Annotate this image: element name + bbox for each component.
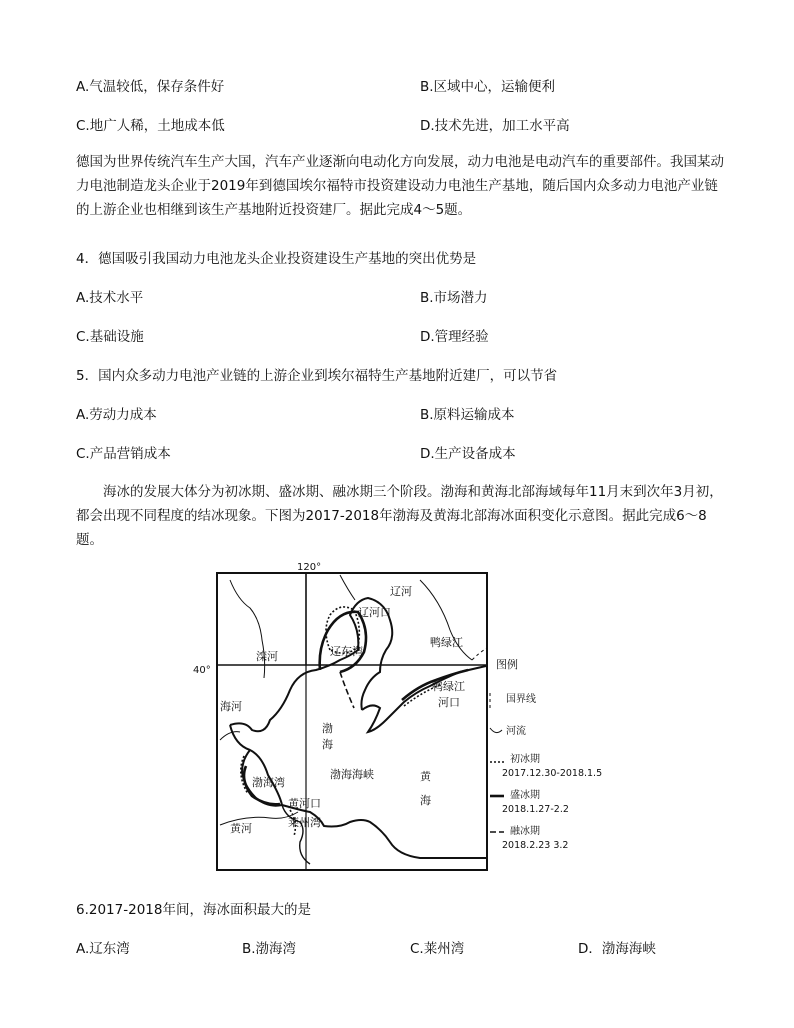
legend-title: 图例 <box>496 658 518 671</box>
label-liaohekou: 辽河口 <box>358 606 391 619</box>
q4-stem: 4．德国吸引我国动力电池龙头企业投资建设生产基地的突出优势是 <box>76 251 477 267</box>
q3-option-d: D.技术先进，加工水平高 <box>420 118 570 134</box>
label-huanghe: 黄河 <box>230 822 252 835</box>
river-liaohe <box>340 575 355 600</box>
label-bohai-2: 海 <box>322 738 333 751</box>
q3-option-c: C.地广人稀，土地成本低 <box>76 118 225 134</box>
legend-river-label: 河流 <box>506 726 526 737</box>
label-liaohe: 辽河 <box>390 585 412 598</box>
q6-option-d: D．渤海海峡 <box>578 941 656 957</box>
passage-6-8: 海冰的发展大体分为初冰期、盛冰期、融冰期三个阶段。渤海和黄海北部海域每年11月末到次年3月初，都会出现不同程度的结冰现象。下图为2017-2018年渤海及黄海北部海冰面积变化示意图。据此完成6～8题。 <box>76 484 723 548</box>
river-luanhe <box>230 580 265 678</box>
q5-option-c: C.产品营销成本 <box>76 446 171 462</box>
label-haihe: 海河 <box>220 700 242 713</box>
q5-option-a: A.劳动力成本 <box>76 407 157 423</box>
q4-option-b: B.市场潜力 <box>420 290 488 306</box>
q3-option-a: A.气温较低，保存条件好 <box>76 79 225 95</box>
lat-label: 40° <box>193 665 211 676</box>
coastline-south <box>230 725 486 858</box>
label-huanghekou: 黄河口 <box>288 797 321 810</box>
label-huanghai-1: 黄 <box>420 770 431 783</box>
label-yalujiang-kou-2: 河口 <box>438 696 460 709</box>
coastline-liaodong <box>362 666 486 732</box>
legend-initial-date: 2017.12.30-2018.1.5 <box>502 768 603 779</box>
legend-river-swatch <box>490 728 502 733</box>
label-bohai-1: 渤 <box>322 722 333 735</box>
lon-label: 120° <box>297 562 322 573</box>
q4-option-c: C.基础设施 <box>76 329 144 345</box>
q6-stem: 6.2017-2018年间，海冰面积最大的是 <box>76 902 311 918</box>
label-laizhouwan: 莱州湾 <box>288 816 321 829</box>
sea-ice-map-figure <box>190 560 610 880</box>
legend-peak-date: 2018.1.27-2.2 <box>502 804 569 815</box>
legend-initial-label: 初冰期 <box>510 754 540 765</box>
label-yalujiang: 鸭绿江 <box>430 636 463 649</box>
national-border <box>472 648 487 660</box>
q5-stem: 5．国内众多动力电池产业链的上游企业到埃尔福特生产基地附近建厂，可以节省 <box>76 368 558 384</box>
q4-option-d: D.管理经验 <box>420 329 489 345</box>
label-bohaiwan: 渤海湾 <box>252 776 285 789</box>
river-haihe <box>220 732 240 740</box>
label-yalujiang-kou-1: 鸭绿江 <box>432 680 465 693</box>
q5-option-d: D.生产设备成本 <box>420 446 516 462</box>
q3-option-b: B.区域中心，运输便利 <box>420 79 556 95</box>
legend-melt-label: 融冰期 <box>510 826 540 837</box>
label-liaodongwan: 辽东湾 <box>330 645 363 658</box>
legend-border-label: 国界线 <box>506 694 536 705</box>
q6-option-c: C.莱州湾 <box>410 941 465 957</box>
map-legend <box>490 657 602 851</box>
legend-peak-label: 盛冰期 <box>510 790 540 801</box>
q5-option-b: B.原料运输成本 <box>420 407 515 423</box>
label-bohaihaixia: 渤海海峡 <box>330 768 374 781</box>
q6-option-a: A.辽东湾 <box>76 941 130 957</box>
passage-4-5: 德国为世界传统汽车生产大国，汽车产业逐渐向电动化方向发展，动力电池是电动汽车的重要部件。我国某动力电池制造龙头企业于2019年到德国埃尔福特市投资建设动力电池生产基地，随后国内众多动力电池产业链的上游企业也相继到该生产基地附近投资建厂。据此完成4～5题。 <box>76 154 724 218</box>
q4-option-a: A.技术水平 <box>76 290 144 306</box>
legend-melt-date: 2018.2.23 3.2 <box>502 840 569 851</box>
label-huanghai-2: 海 <box>420 794 431 807</box>
q6-option-b: B.渤海湾 <box>242 941 297 957</box>
sea-ice-map <box>190 560 610 880</box>
ice-melt-liaodong <box>340 672 354 708</box>
label-luanhe: 滦河 <box>256 650 278 663</box>
